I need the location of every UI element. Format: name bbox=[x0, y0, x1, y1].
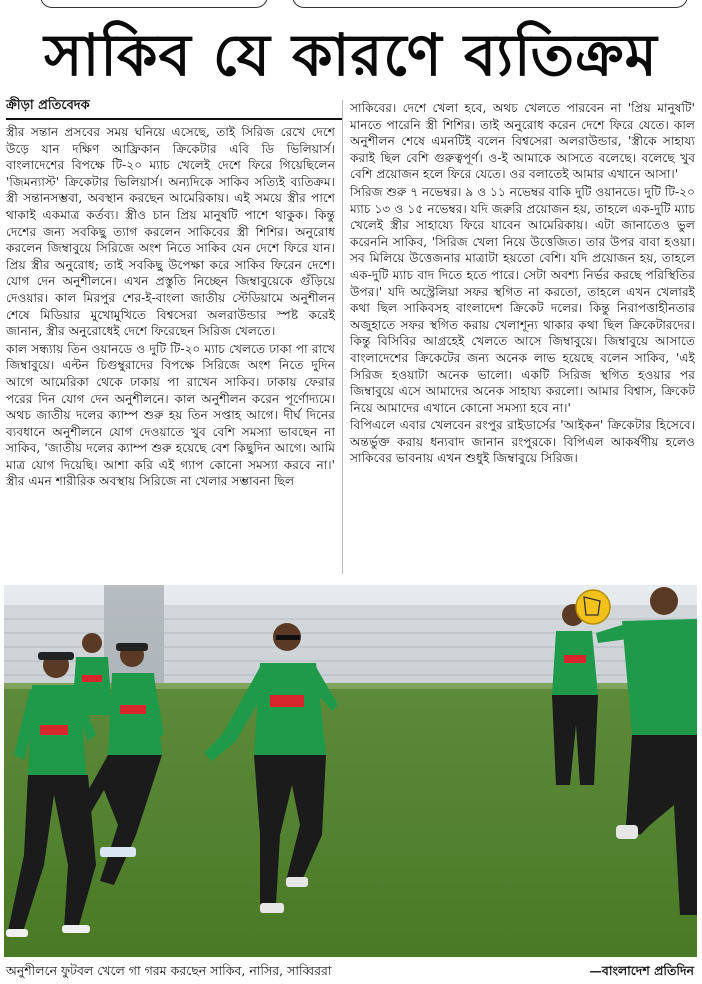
article-left-column bbox=[6, 124, 335, 491]
paragraph: সিরিজ শুরু ৭ নভেম্বর। ৯ ও ১১ নভেম্বর বাকি দুটি ওয়ানডে। দুটি টি-২০ ম্যাচ ১৩ ও ১৫ নভেম্বর। যদি জরুরি প্রয়োজন হয়, তাহলে এক-দুটি ম্যাচ খেলেই স্ত্রীর সাহায্যে ফিরে যাবেন আমেরিকায়। এটা জানাতেও ভুল করেননি সাকিব, 'সিরিজ খেলা নিয়ে উত্তেজিত। তার উপর বাবা হওয়া। সব মিলিয়ে উত্তেজনার মাত্রাটা হয়তো বেশি। যদি প্রয়োজন হয়, তাহলে এক-দুটি ম্যাচ বাদ দিতে হতে পারে। সেটা অবশ্য নির্ভর করছে পরিস্থিতির উপর।' যদি অস্ট্রেলিয়া সফর স্থগিত না করতো, তাহলে এখন খেলারই কথা ছিল সাকিবসহ বাংলাদেশ ক্রিকেট দলের। কিন্তু নিরাপত্তাহীনতার অজুহাতে সফর স্থগিত করায় খেলাশূন্য থাকার কথা ছিল ক্রিকেটারদের। কিন্তু বিসিবির আগ্রহেই খেলতে আসে জিম্বাবুয়ে। জিম্বাবুয়ে আসাতে বাংলাদেশের ক্রিকেটের জন্য অনেক লাভ হয়েছে বলেন সাকিব, 'এই সিরিজ হওয়াটা অনেক ভালো। একটি সিরিজ স্থগিত হওয়ার পর জিম্বাবুয়ে এসে আমাদের অনেক সাহায্য করলো। আমার বিশ্বাস, ক্রিকেট নিয়ে আমাদের এখানে কোনো সমস্যা হবে না।' bbox=[350, 184, 695, 415]
headline: সাকিব যে কারণে ব্যতিক্রম bbox=[44, 21, 658, 89]
practice-photo bbox=[4, 585, 697, 957]
photo-caption: অনুশীলনে ফুটবল খেলে গা গরম করছেন সাকিব, নাসির, সাব্বিররা bbox=[6, 963, 332, 978]
article-right-column bbox=[350, 100, 695, 468]
photo-credit: —বাংলাদেশ প্রতিদিন bbox=[589, 963, 694, 978]
page-top-frame bbox=[0, 0, 702, 12]
byline: ক্রীড়া প্রতিবেদক bbox=[6, 98, 90, 113]
paragraph: স্ত্রীর সন্তান প্রসবের সময় ঘনিয়ে এসেছে, তাই সিরিজ রেখে দেশে উড়ে যান দক্ষিণ আফ্রিকান ক্রিকেটার এবি ডি ভিলিয়ার্স। বাংলাদেশের বিপক্ষে টি-২০ ম্যাচ খেলেই দেশে ফিরে গিয়েছিলেন 'জিমন্যাস্ট' ক্রিকেটার ভিলিয়ার্স। অন্যদিকে সাকিব সত্যিই ব্যতিক্রম। স্ত্রী সন্তানসম্ভবা, অবস্থান করছেন আমেরিকায়। এই সময়ে স্ত্রীর পাশে থাকাই একমাত্র কর্তব্য। স্ত্রীও চান প্রিয় মানুষটি পাশে থাকুক। কিন্তু দেশের জন্য সবকিছু ত্যাগ করলেন সাকিবের স্ত্রী শিশির। অনুরোধ করলেন জিম্বাবুয়ে সিরিজে অংশ নিতে সাকিব যেন দেশে ফিরে যান। প্রিয় স্ত্রীর অনুরোধ; তাই সবকিছু উপেক্ষা করে সাকিব ফিরেন দেশে। যোগ দেন অনুশীলনে। এখন প্রস্তুতি নিচ্ছেন জিম্বাবুয়েকে গুঁড়িয়ে দেওয়ার। কাল মিরপুর শের-ই-বাংলা জাতীয় স্টেডিয়ামে অনুশীলন শেষে মিডিয়ার মুখোমুখিতে বিশ্বসেরা অলরাউন্ডার স্পষ্ট করেই জানান, স্ত্রীর অনুরোধেই দেশে ফিরেছেন সিরিজ খেলতে। bbox=[6, 125, 335, 339]
paragraph: বিপিএলে এবার খেলবেন রংপুর রাইডার্সের 'আইকন' ক্রিকেটার হিসেবে। অন্তর্ভুক্ত করায় ধন্যবাদ জানান রংপুরকে। বিপিএল আকর্ষণীয় হলেও সাকিবের ভাবনায় এখন শুধুই জিম্বাবুয়ে সিরিজ। bbox=[350, 418, 695, 466]
paragraph: কাল সন্ধ্যায় তিন ওয়ানডে ও দুটি টি-২০ ম্যাচ খেলতে ঢাকা পা রাখে জিম্বাবুয়ে। এল্টন চিগুম্বুরাদের বিপক্ষে সিরিজে অংশ নিতে দুদিন আগে আমেরিকা থেকে ঢাকায় পা রাখেন সাকিব। ঢাকায় ফেরার পরের দিন যোগ দেন অনুশীলনে। কাল অনুশীলন করেন পূর্ণোদ্যমে। অথচ জাতীয় দলের ক্যাম্প শুরু হয় তিন সপ্তাহ আগে। দীর্ঘ দিনের ব্যবধানে অনুশীলনে যোগ দেওয়াতে খুব বেশি সমস্যা ভাবছেন না সাকিব, 'জাতীয় দলের ক্যাম্প শুরু হয়েছে বেশ কিছুদিন আগে। আমি মাত্র যোগ দিয়েছি। আশা করি এই গ্যাপ কোনো সমস্যা করবে না।' স্ত্রীর এমন শারীরিক অবস্থায় সিরিজে না খেলার সম্ভাবনা ছিল bbox=[6, 341, 335, 489]
byline-rule bbox=[6, 118, 343, 120]
paragraph: সাকিবের। দেশে খেলা হবে, অথচ খেলতে পারবেন না 'প্রিয় মানুষটি' মানতে পারেনি স্ত্রী শিশির। তাই অনুরোধ করেন দেশে ফিরে যেতে। কাল অনুশীলন শেষে এমনটিই বলেন বিশ্বসেরা অলরাউন্ডার, 'স্ত্রীকে সাহায্য করাই ছিল বেশি গুরুত্বপূর্ণ। ও-ই আমাকে আসতে বলেছে। বলেছে খুব বেশি প্রয়োজন হলে ফিরে যেতে। ওর বলাতেই আমার এখানে আসা।' bbox=[350, 101, 695, 182]
column-divider bbox=[342, 100, 343, 574]
football-icon bbox=[576, 590, 610, 624]
